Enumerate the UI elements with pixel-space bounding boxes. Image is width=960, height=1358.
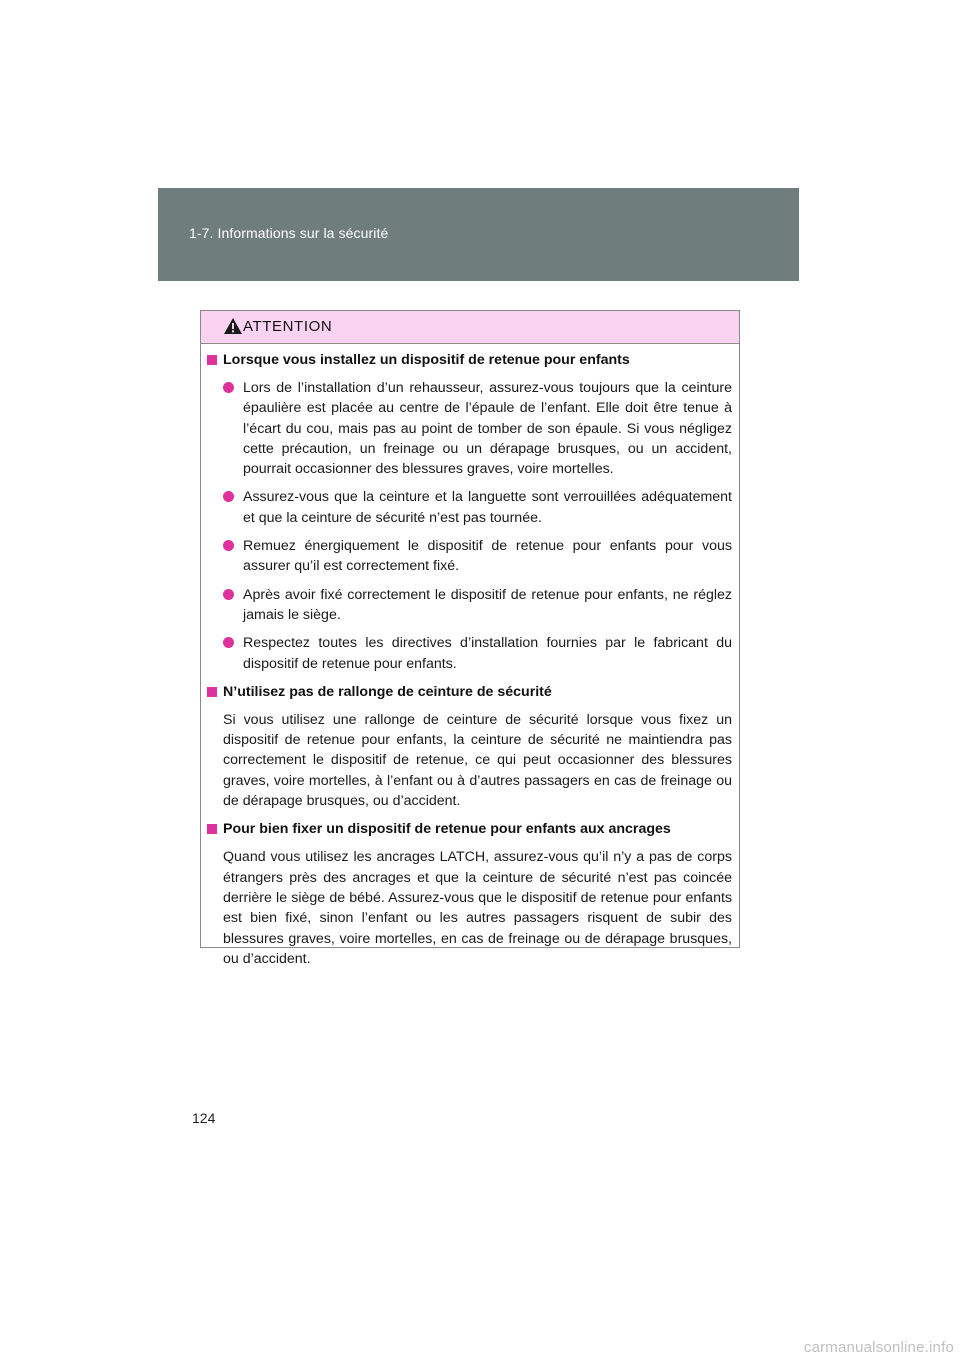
square-bullet-icon: [207, 824, 217, 834]
list-item-text: Respectez toutes les directives d’installation fournies par le fabricant du dispositif de retenue pour enfants.: [243, 635, 732, 672]
section-heading: [201, 682, 721, 702]
list-item: [201, 487, 739, 528]
warning-title: ATTENTION: [243, 318, 333, 335]
circle-bullet-icon: [223, 540, 234, 551]
section-title: 1-7. Informations sur la sécurité: [189, 225, 389, 241]
square-bullet-icon: [207, 355, 217, 365]
section-heading-text: N’utilisez pas de rallonge de ceinture de sécurité: [223, 683, 552, 700]
list-item: [201, 633, 739, 674]
circle-bullet-icon: [223, 637, 234, 648]
warning-triangle-icon: [223, 317, 243, 335]
page-number: 124: [192, 1110, 216, 1126]
circle-bullet-icon: [223, 589, 234, 600]
circle-bullet-icon: [223, 491, 234, 502]
warning-header: [201, 311, 739, 344]
list-item-text: Après avoir fixé correctement le dispositif de retenue pour enfants, ne réglez jamais le siège.: [243, 586, 732, 623]
watermark: carmanualsonline.info: [803, 1339, 954, 1356]
list-item: [201, 378, 739, 479]
section-heading-text: Pour bien fixer un dispositif de retenue pour enfants aux ancrages: [223, 821, 671, 838]
section-paragraph: Quand vous utilisez les ancrages LATCH, assurez-vous qu’il n’y a pas de corps étrangers près des ancrages et que la ceinture de sécurité n’est pas coincée derrière le siège de bébé. Assurez-vous que le dispositif de retenue pour enfants est bien fixé, sinon l’enfant ou les autres passagers risquent de subir des blessures graves, voire mortelles, en cas de freinage ou de dérapage brusques, ou d’accident.: [223, 849, 732, 967]
list-item: [201, 536, 739, 577]
warning-box: [200, 310, 740, 967]
section-header-band: [158, 188, 799, 281]
list-item: [201, 585, 739, 626]
square-bullet-icon: [207, 687, 217, 697]
circle-bullet-icon: [223, 382, 234, 393]
list-item-text: Remuez énergiquement le dispositif de retenue pour enfants pour vous assurer qu’il est correctement fixé.: [243, 538, 732, 575]
section-heading: [201, 819, 721, 839]
section-heading: [201, 350, 721, 370]
warning-content: [201, 350, 739, 969]
list-item-text: Lors de l’installation d’un rehausseur, assurez-vous toujours que la ceinture épaulière est placée au centre de l’épaule de l’enfant. Elle doit être tenue à l’écart du cou, mais pas au point de tomber de son épaule. Si vous négligez cette précaution, un freinage ou un dérapage brusques, ou un accident, pourrait occasionner des blessures graves, voire mortelles.: [243, 380, 732, 478]
list-item-text: Assurez-vous que la ceinture et la languette sont verrouillées adéquatement et que la ceinture de sécurité n’est pas tournée.: [243, 489, 732, 526]
section-paragraph: Si vous utilisez une rallonge de ceinture de sécurité lorsque vous fixez un dispositif de retenue pour enfants, la ceinture de sécurité ne maintiendra pas correctement le dispositif de retenue, ce qui peut occasionner des blessures graves, voire mortelles, à l’enfant ou à d’autres passagers en cas de freinage ou de dérapage brusques, ou d’accident.: [223, 711, 732, 810]
section-heading-text: Lorsque vous installez un dispositif de retenue pour enfants: [223, 352, 630, 368]
